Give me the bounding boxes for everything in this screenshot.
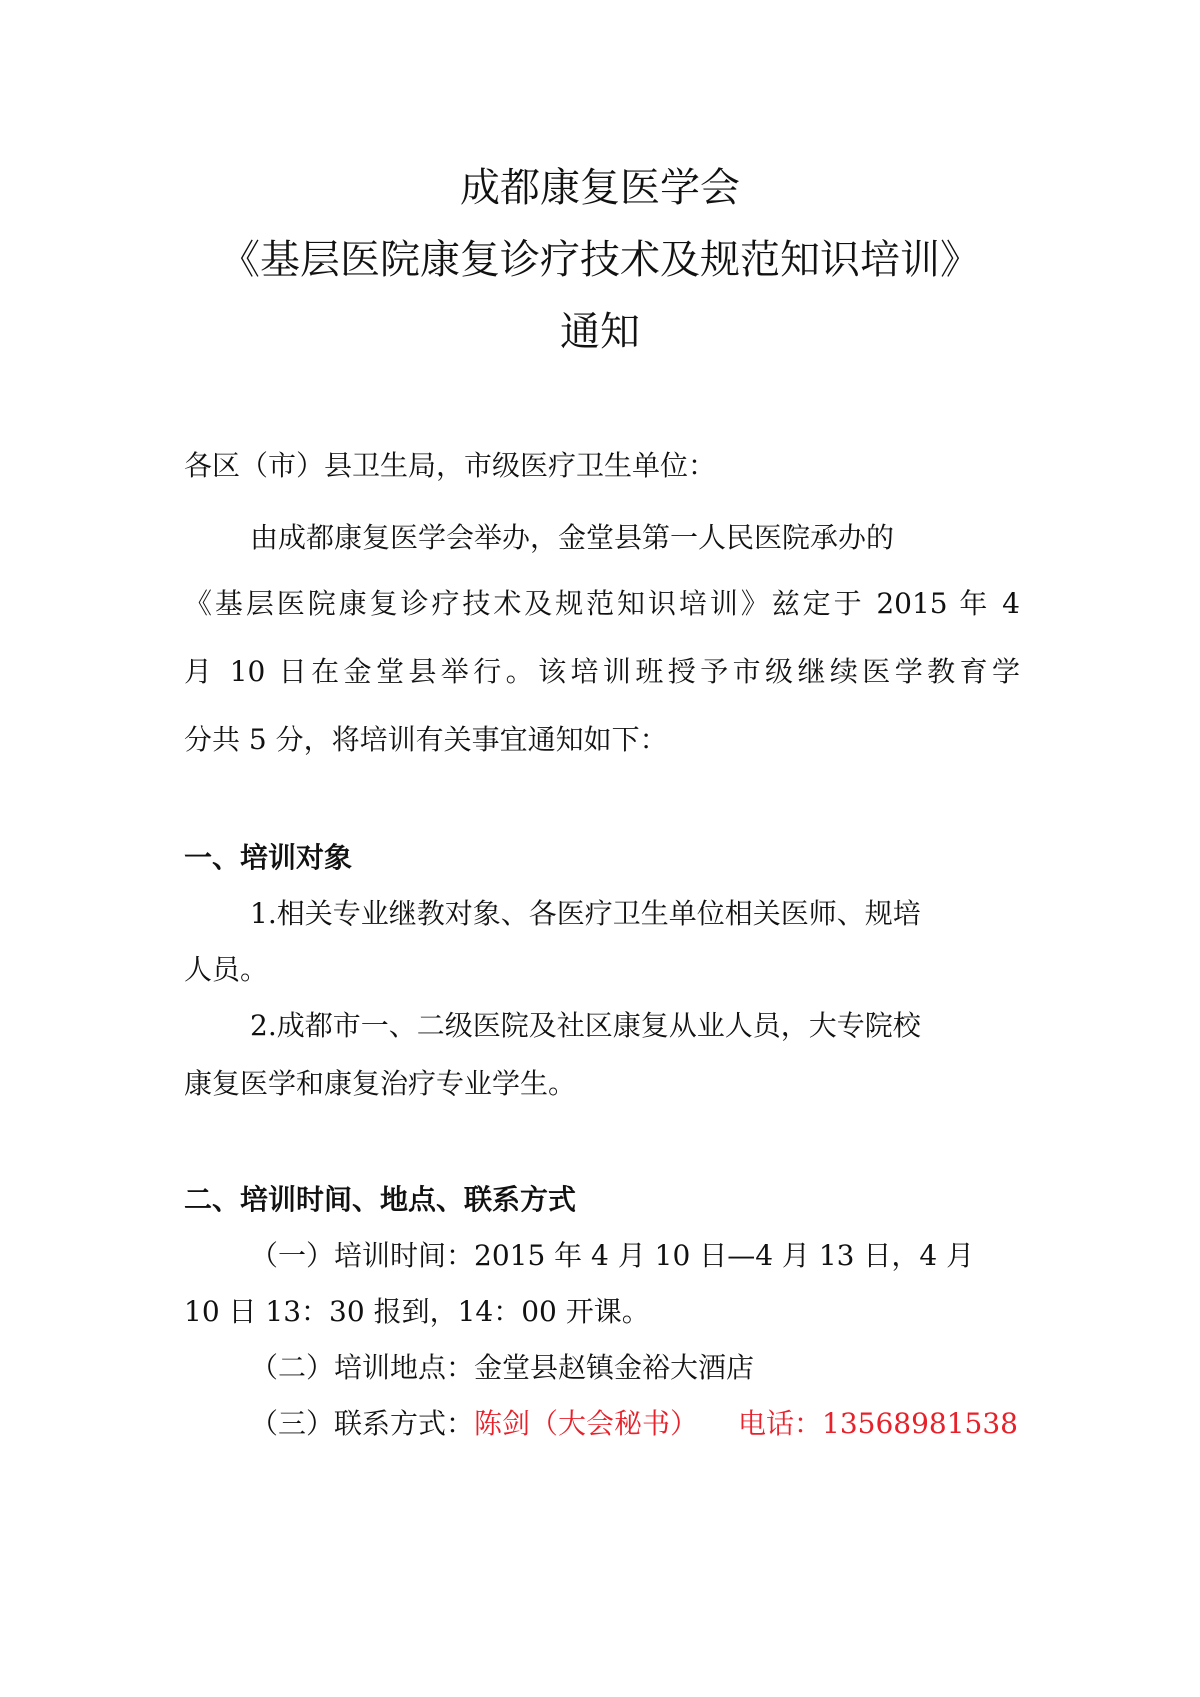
intro-line-3: 月 10 日在金堂县举行。该培训班授予市级继续医学教育学 [184,655,1020,688]
section2-contact [250,1406,1018,1442]
section1-item2-line1: 2.成都市一、二级医院及社区康复从业人员，大专院校 [250,1009,921,1042]
org-title: 成都康复医学会 [460,165,740,211]
section1-item2-line2: 康复医学和康复治疗专业学生。 [184,1067,577,1100]
intro-line-2: 《基层医院康复诊疗技术及规范知识培训》兹定于 2015 年 4 [184,587,1020,620]
section1-item1-line2: 人员。 [184,953,269,986]
section2-heading: 二、培训时间、地点、联系方式 [184,1183,577,1216]
contact-phone: 电话：13568981538 [738,1407,1018,1440]
intro-line-4: 分共 5 分，将培训有关事宜通知如下： [184,723,668,756]
intro-line-1: 由成都康复医学会举办，金堂县第一人民医院承办的 [250,521,895,554]
notice-title: 通知 [560,309,640,355]
section2-time-line2: 10 日 13：30 报到，14：00 开课。 [184,1295,650,1328]
section2-time-line1: （一）培训时间：2015 年 4 月 10 日—4 月 13 日，4 月 [250,1239,975,1272]
salutation: 各区（市）县卫生局，市级医疗卫生单位： [184,449,717,482]
section1-heading: 一、培训对象 [184,841,353,874]
contact-person: 陈剑（大会秘书） [474,1407,699,1440]
training-title: 《基层医院康复诊疗技术及规范知识培训》 [220,237,980,283]
contact-label: （三）联系方式： [250,1407,475,1440]
section1-item1-line1: 1.相关专业继教对象、各医疗卫生单位相关医师、规培 [250,897,921,930]
section2-place: （二）培训地点：金堂县赵镇金裕大酒店 [250,1351,755,1384]
